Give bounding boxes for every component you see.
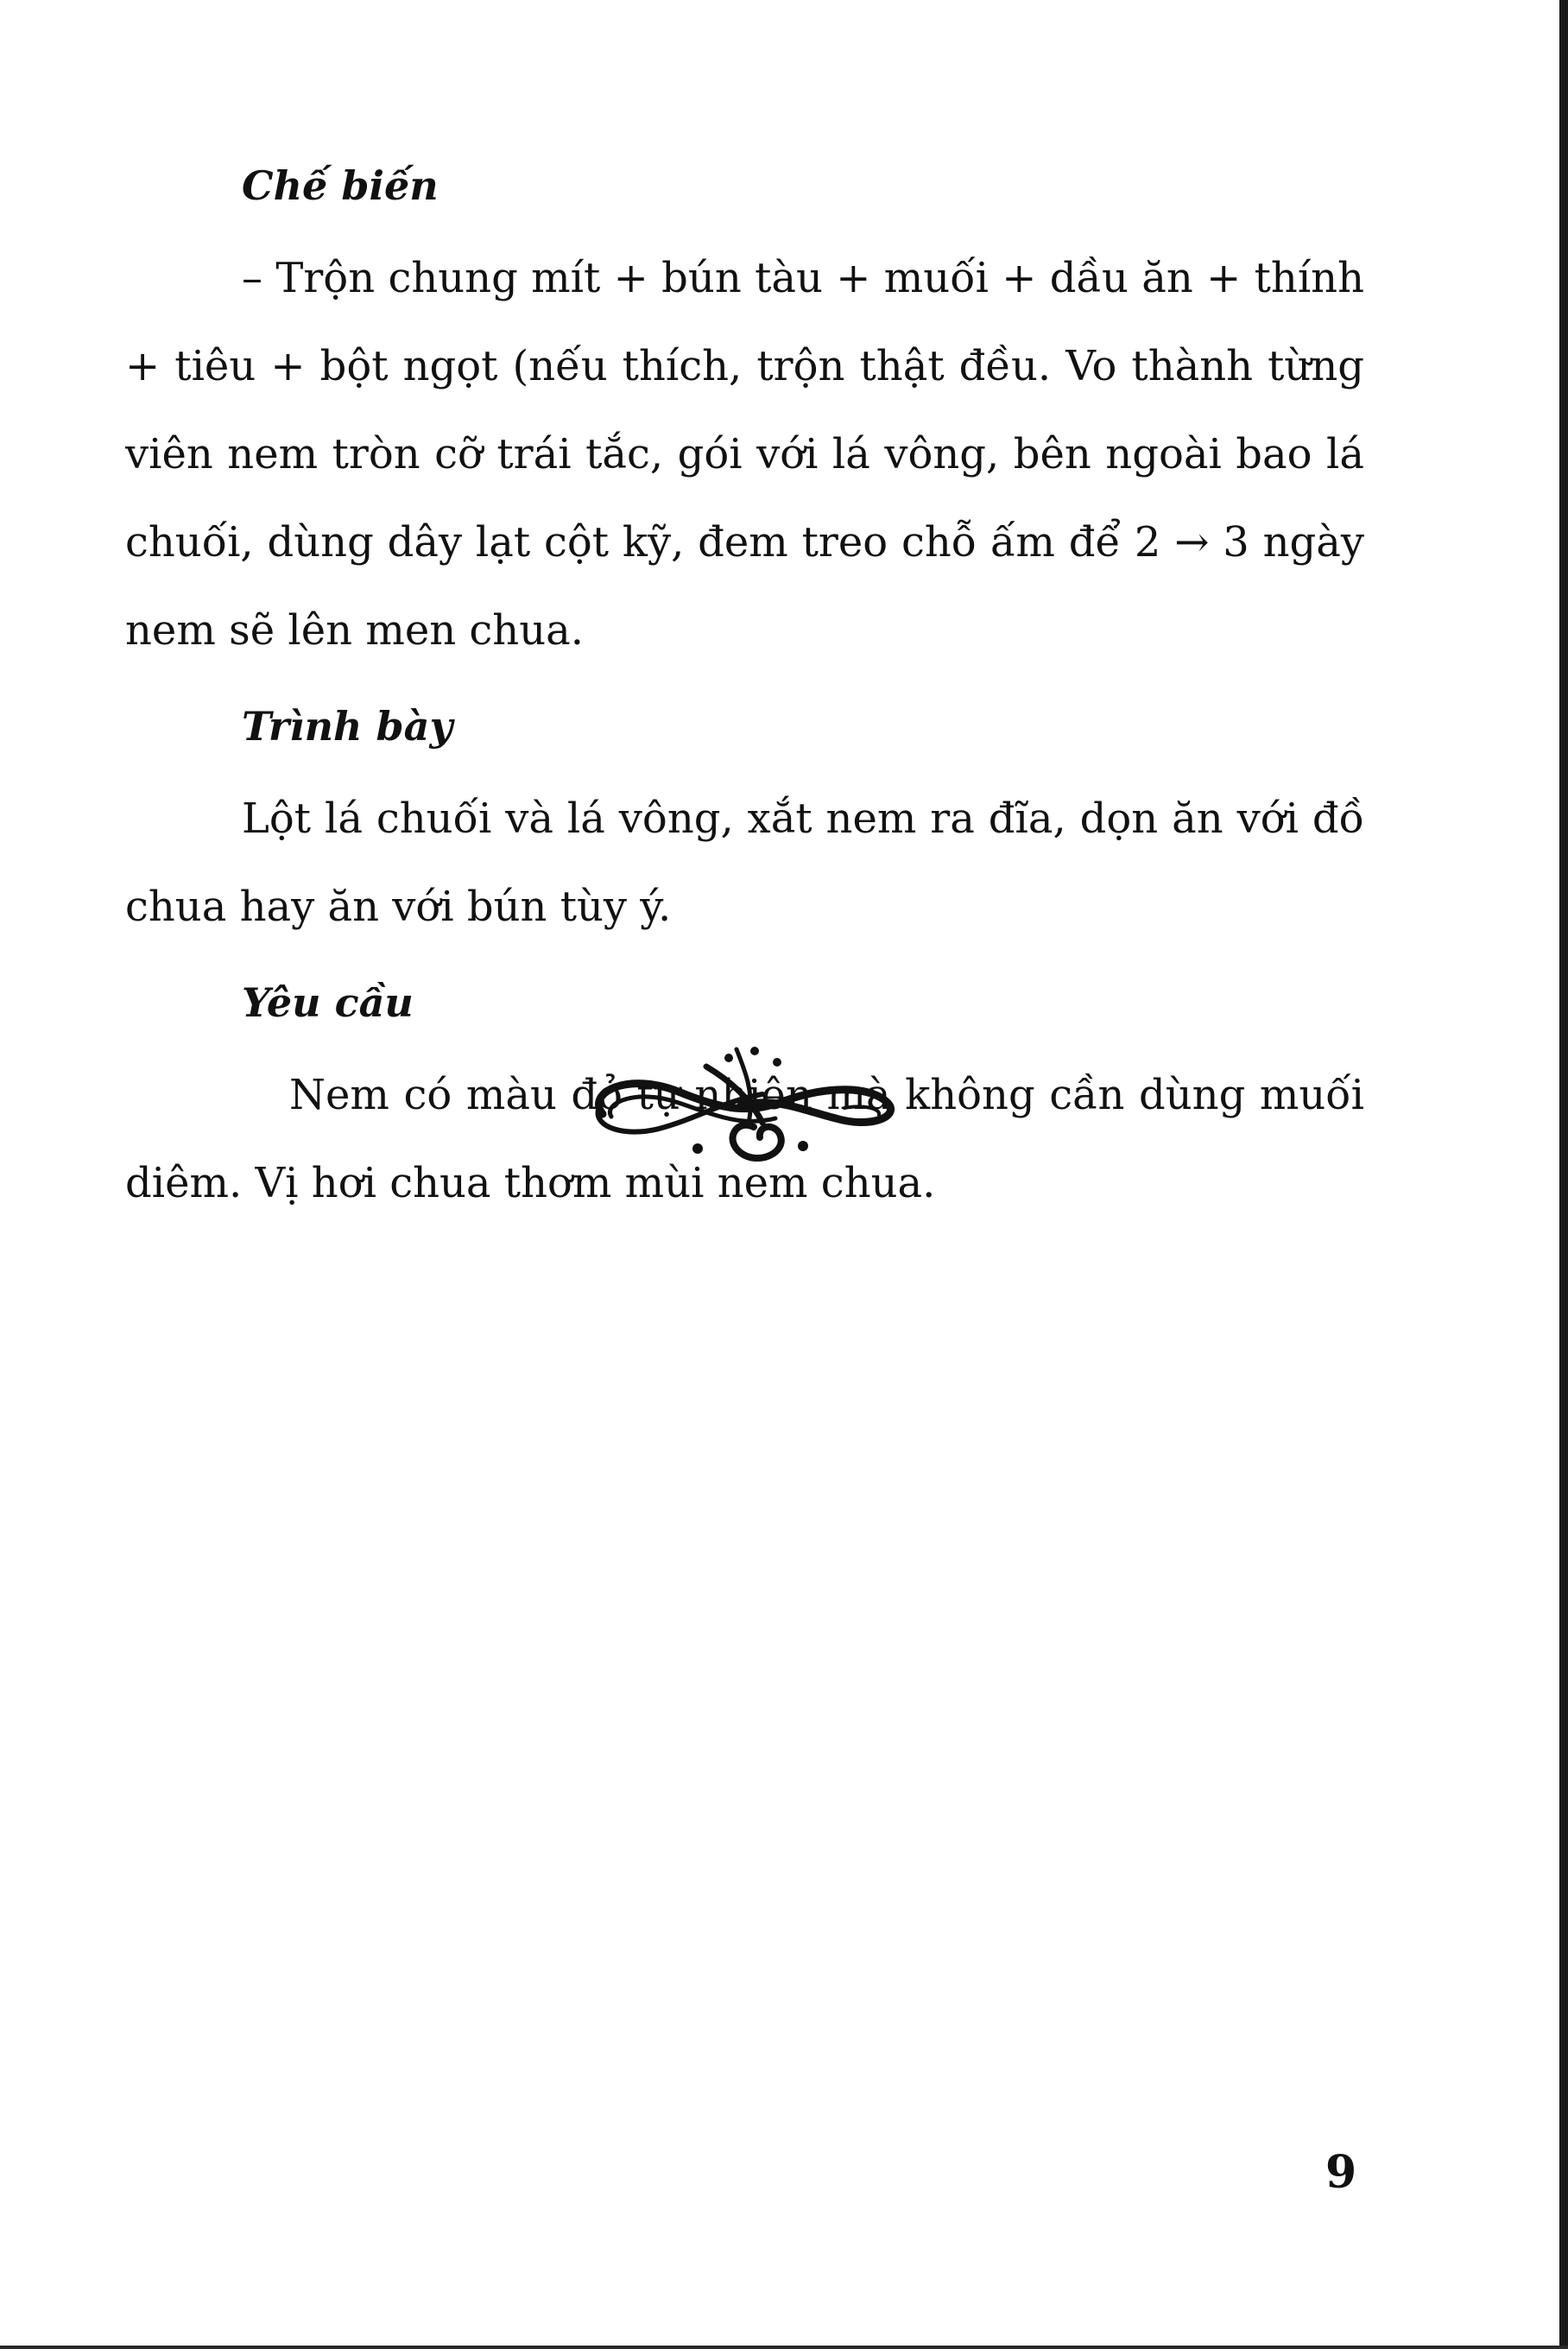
- page-edge-shadow: [1559, 0, 1568, 2349]
- section-heading-trinh-bay: Trình bày: [242, 703, 453, 750]
- flourish-divider-icon: [577, 1032, 905, 1179]
- section-text-trinh-bay: Lột lá chuối và lá vông, xắt nem ra đĩa, dọn ăn với đồ chua hay ăn với bún tùy ý.: [125, 795, 1364, 931]
- page-bottom-edge: [0, 2346, 1568, 2349]
- section-heading-che-bien: Chế biến: [242, 162, 439, 209]
- section-heading-yeu-cau: Yêu cầu: [242, 979, 414, 1026]
- section-text-yeu-cau: Nem có màu đỏ tự nhiên mà không cần dùng muối diêm. Vị hơi chua thơm mùi nem chua.: [125, 1071, 1364, 1207]
- section-text-che-bien: – Trộn chung mít + bún tàu + muối + dầu ăn + thính + tiêu + bột ngọt (nếu thích, trộn thật đều. Vo thành từng viên nem tròn cỡ trái tắc, gói với lá vông, bên ngoài bao lá chuối, dùng dây lạt cột kỹ, đem treo chỗ ấm để 2 → 3 ngày nem sẽ lên men chua.: [125, 254, 1364, 655]
- page-number: 9: [1325, 2146, 1357, 2199]
